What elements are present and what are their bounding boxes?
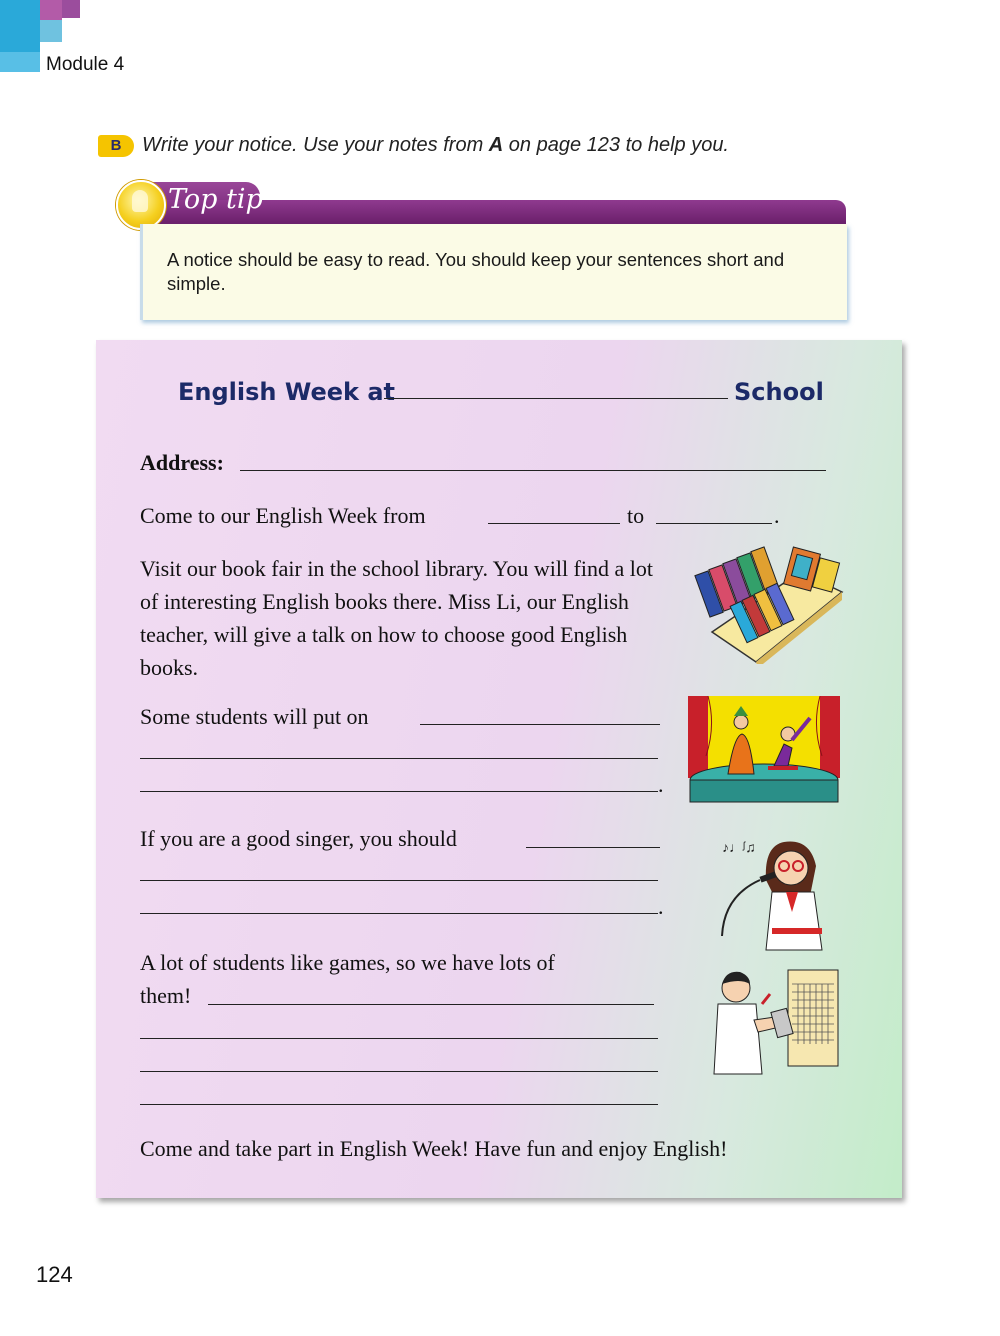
- period-3: .: [658, 894, 664, 919]
- svg-text:♪♩ᶴ♫: ♪♩ᶴ♫: [722, 839, 756, 855]
- page-number: 124: [36, 1262, 73, 1287]
- games-blank-4[interactable]: [140, 1104, 658, 1105]
- singer-text: If you are a good singer, you should: [140, 826, 457, 851]
- singer-blank-1[interactable]: [526, 847, 660, 848]
- put-on-blank-1[interactable]: [420, 724, 660, 725]
- instruction: [98, 134, 729, 157]
- start-date-blank[interactable]: [488, 523, 620, 524]
- top-tip-title: Top tip: [168, 184, 263, 215]
- instruction-text: Write your notice. Use your notes from A on page 123 to help you.: [142, 134, 729, 156]
- games-blank-1[interactable]: [208, 1004, 654, 1005]
- put-on-text: Some students will put on: [140, 704, 369, 729]
- games-blank-2[interactable]: [140, 1038, 658, 1039]
- school-play-illustration: [688, 696, 840, 804]
- singer-illustration: [714, 826, 834, 954]
- period-1: .: [774, 503, 780, 528]
- to-text: to: [627, 503, 645, 528]
- put-on-blank-2[interactable]: [140, 758, 658, 759]
- address-blank[interactable]: [240, 470, 826, 471]
- notice-title-left: English Week at: [178, 378, 395, 406]
- games-illustration: [700, 964, 840, 1088]
- games-blank-3[interactable]: [140, 1071, 658, 1072]
- singer-blank-2[interactable]: [140, 880, 658, 881]
- singer-blank-3[interactable]: [140, 913, 658, 914]
- book-fair-illustration: [692, 532, 848, 664]
- lightbulb-icon: [116, 180, 166, 230]
- top-tip-text: A notice should be easy to read. You should keep your sentences short and simple.: [167, 249, 785, 294]
- closing-text: Come and take part in English Week! Have fun and enjoy English!: [140, 1136, 728, 1161]
- period-2: .: [658, 772, 664, 797]
- notice-card: [96, 340, 902, 1198]
- section-badge: B: [98, 135, 134, 157]
- games-text-2: them!: [140, 983, 192, 1008]
- book-fair-paragraph: Visit our book fair in the school library. You will find a lot of interesting English books there. Miss Li, our English teacher, will give a talk on how to choose good English books.: [140, 556, 653, 680]
- end-date-blank[interactable]: [656, 523, 772, 524]
- games-text-1: A lot of students like games, so we have lots of: [140, 950, 555, 975]
- top-tip-box: [140, 224, 847, 320]
- put-on-blank-3[interactable]: [140, 791, 658, 792]
- address-label: Address:: [140, 450, 224, 475]
- module-label: Module 4: [46, 54, 125, 75]
- school-name-blank[interactable]: [384, 398, 728, 399]
- come-from-text: Come to our English Week from: [140, 503, 426, 528]
- notice-title-right: School: [734, 378, 824, 406]
